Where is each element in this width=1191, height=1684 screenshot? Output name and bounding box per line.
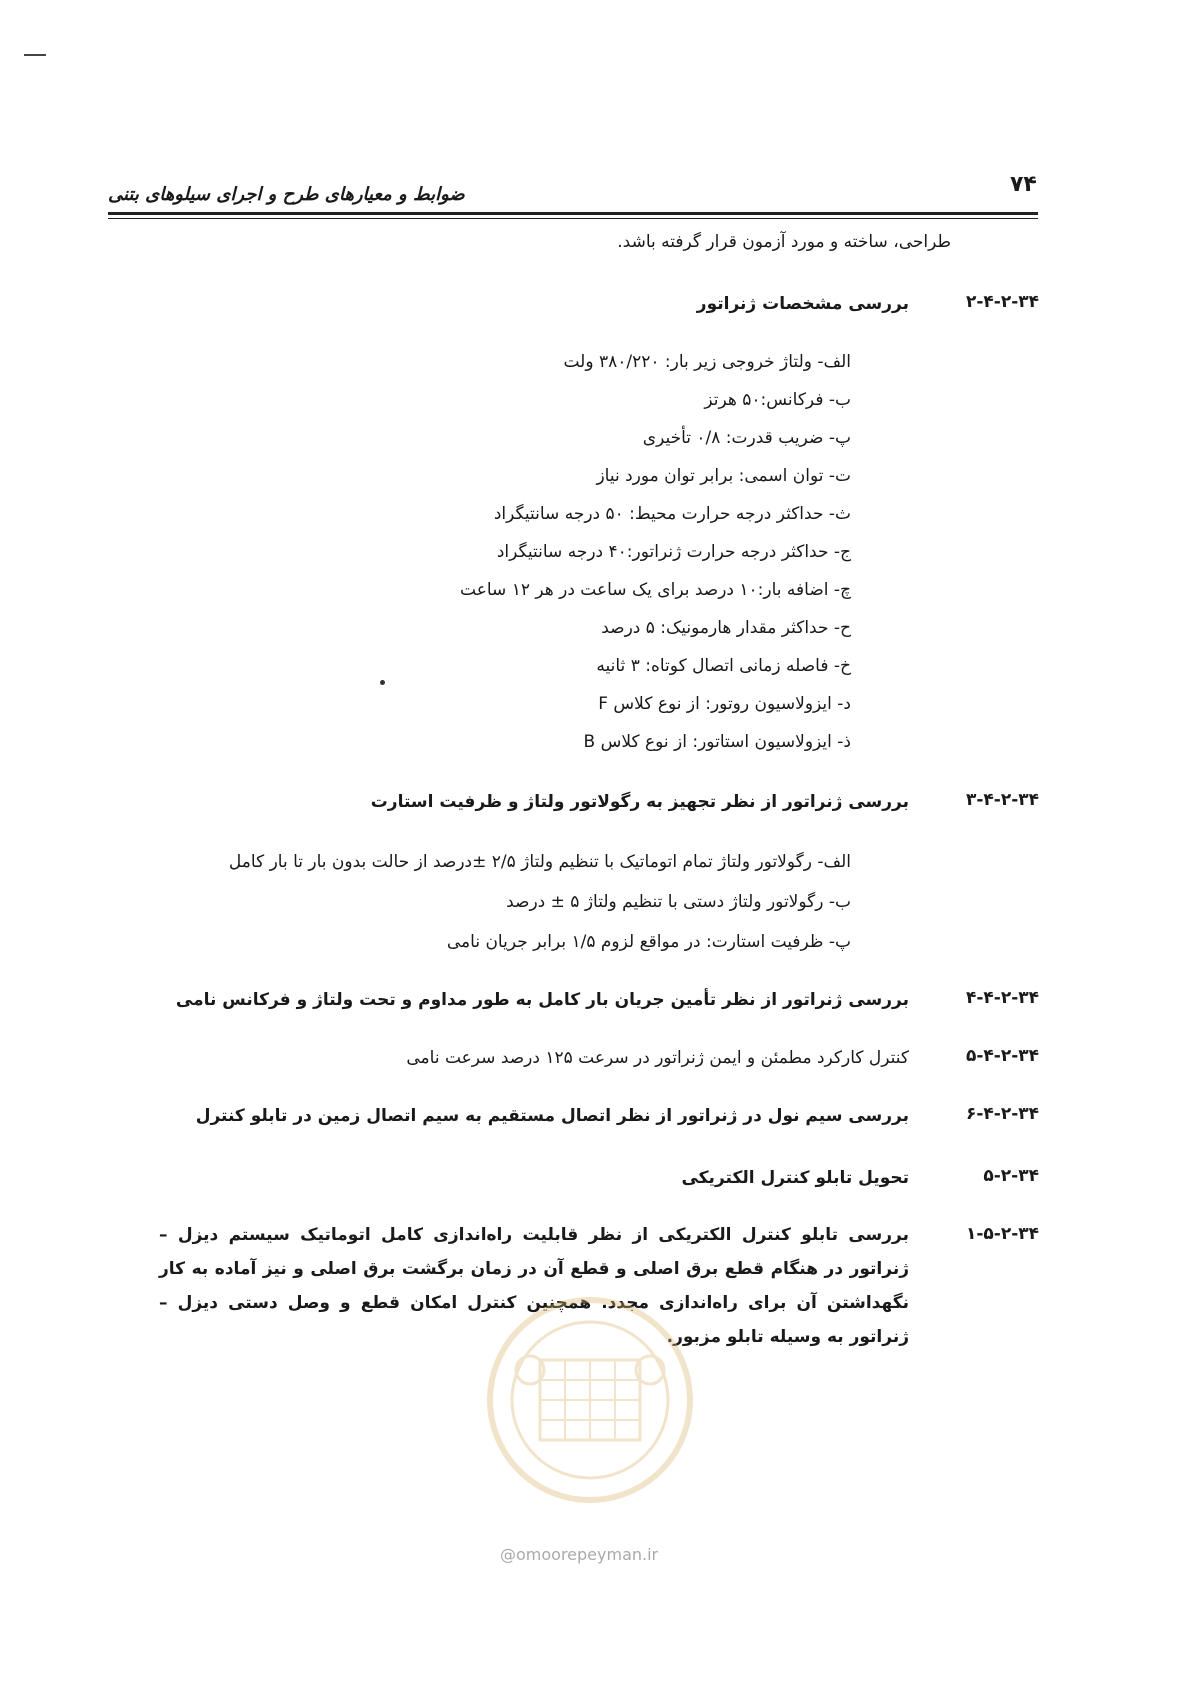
spec-item: ب- رگولاتور ولتاژ دستی با تنظیم ولتاژ ۵ ± درصد bbox=[506, 892, 851, 912]
spec-item: خ- فاصله زمانی اتصال کوتاه: ۳ ثانیه bbox=[596, 656, 851, 676]
spec-item: ب- فرکانس:۵۰ هرتز bbox=[704, 390, 851, 410]
section-number: ۲-۴-۲-۳۴ bbox=[965, 292, 1039, 312]
scan-mark bbox=[24, 54, 46, 56]
watermark-url: @omoorepeyman.ir bbox=[500, 1545, 659, 1564]
spec-item: پ- ظرفیت استارت: در مواقع لزوم ۱/۵ برابر جریان نامی bbox=[446, 932, 851, 952]
seal-watermark-icon bbox=[480, 1290, 700, 1520]
section-title: بررسی مشخصات ژنراتور bbox=[696, 294, 909, 314]
spec-item: ج- حداکثر درجه حرارت ژنراتور:۴۰ درجه سانتیگراد bbox=[496, 542, 851, 562]
header-rule bbox=[108, 212, 1038, 215]
section-number: ۵-۴-۲-۳۴ bbox=[965, 1046, 1039, 1066]
running-header-title: ضوابط و معیارهای طرح و اجرای سیلوهای بتنی bbox=[108, 184, 465, 205]
spec-item: ح- حداکثر مقدار هارمونیک: ۵ درصد bbox=[601, 618, 851, 638]
section-title: تحویل تابلو کنترل الکتریکی bbox=[681, 1168, 909, 1188]
spec-item: پ- ضریب قدرت: ۰/۸ تأخیری bbox=[642, 428, 851, 448]
section-number: ۶-۴-۲-۳۴ bbox=[965, 1104, 1039, 1124]
spec-item: د- ایزولاسیون روتور: از نوع کلاس F bbox=[598, 694, 851, 714]
spec-item: ذ- ایزولاسیون استاتور: از نوع کلاس B bbox=[583, 732, 851, 752]
spec-item: ت- توان اسمی: برابر توان مورد نیاز bbox=[596, 466, 851, 486]
stray-dot bbox=[380, 680, 385, 685]
spec-item: ث- حداکثر درجه حرارت محیط: ۵۰ درجه سانتیگراد bbox=[493, 504, 851, 524]
section-number: ۳-۴-۲-۳۴ bbox=[965, 790, 1039, 810]
header-rule-thin bbox=[108, 218, 1038, 219]
spec-item: چ- اضافه بار:۱۰ درصد برای یک ساعت در هر ۱۲ ساعت bbox=[460, 580, 851, 600]
section-paragraph: بررسی تابلو کنترل الکتریکی از نظر قابلیت راه‌اندازی کامل اتوماتیک سیستم دیزل – ژنراتور در هنگام قطع برق اصلی و قطع آن در زمان برگشت برق اصلی و نیز آماده به کار نگهداشتن آن برای راه‌اندازی مجدد. همچنین کنترل امکان قطع و وصل دستی دیزل – ژنراتور به وسیله تابلو مزبور. bbox=[159, 1225, 909, 1347]
section-number: ۱-۵-۲-۳۴ bbox=[965, 1224, 1039, 1244]
section-text: بررسی ژنراتور از نظر تأمین جریان بار کامل به طور مداوم و تحت ولتاژ و فرکانس نامی bbox=[175, 990, 909, 1010]
section-text: کنترل کارکرد مطمئن و ایمن ژنراتور در سرعت ۱۲۵ درصد سرعت نامی bbox=[406, 1048, 909, 1068]
section-number: ۵-۲-۳۴ bbox=[983, 1166, 1039, 1186]
section-title: بررسی ژنراتور از نظر تجهیز به رگولاتور ولتاژ و ظرفیت استارت bbox=[370, 792, 909, 812]
section-number: ۴-۴-۲-۳۴ bbox=[965, 988, 1039, 1008]
spec-item: الف- رگولاتور ولتاژ تمام اتوماتیک با تنظیم ولتاژ ۲/۵ ±درصد از حالت بدون بار تا بار کامل bbox=[228, 852, 851, 872]
section-text: بررسی سیم نول در ژنراتور از نظر اتصال مستقیم به سیم اتصال زمین در تابلو کنترل bbox=[195, 1106, 909, 1126]
page-number: ۷۴ bbox=[1010, 172, 1037, 197]
spec-item: الف- ولتاژ خروجی زیر بار: ۳۸۰/۲۲۰ ولت bbox=[563, 352, 851, 372]
continuation-text: طراحی، ساخته و مورد آزمون قرار گرفته باشد. bbox=[617, 232, 951, 252]
